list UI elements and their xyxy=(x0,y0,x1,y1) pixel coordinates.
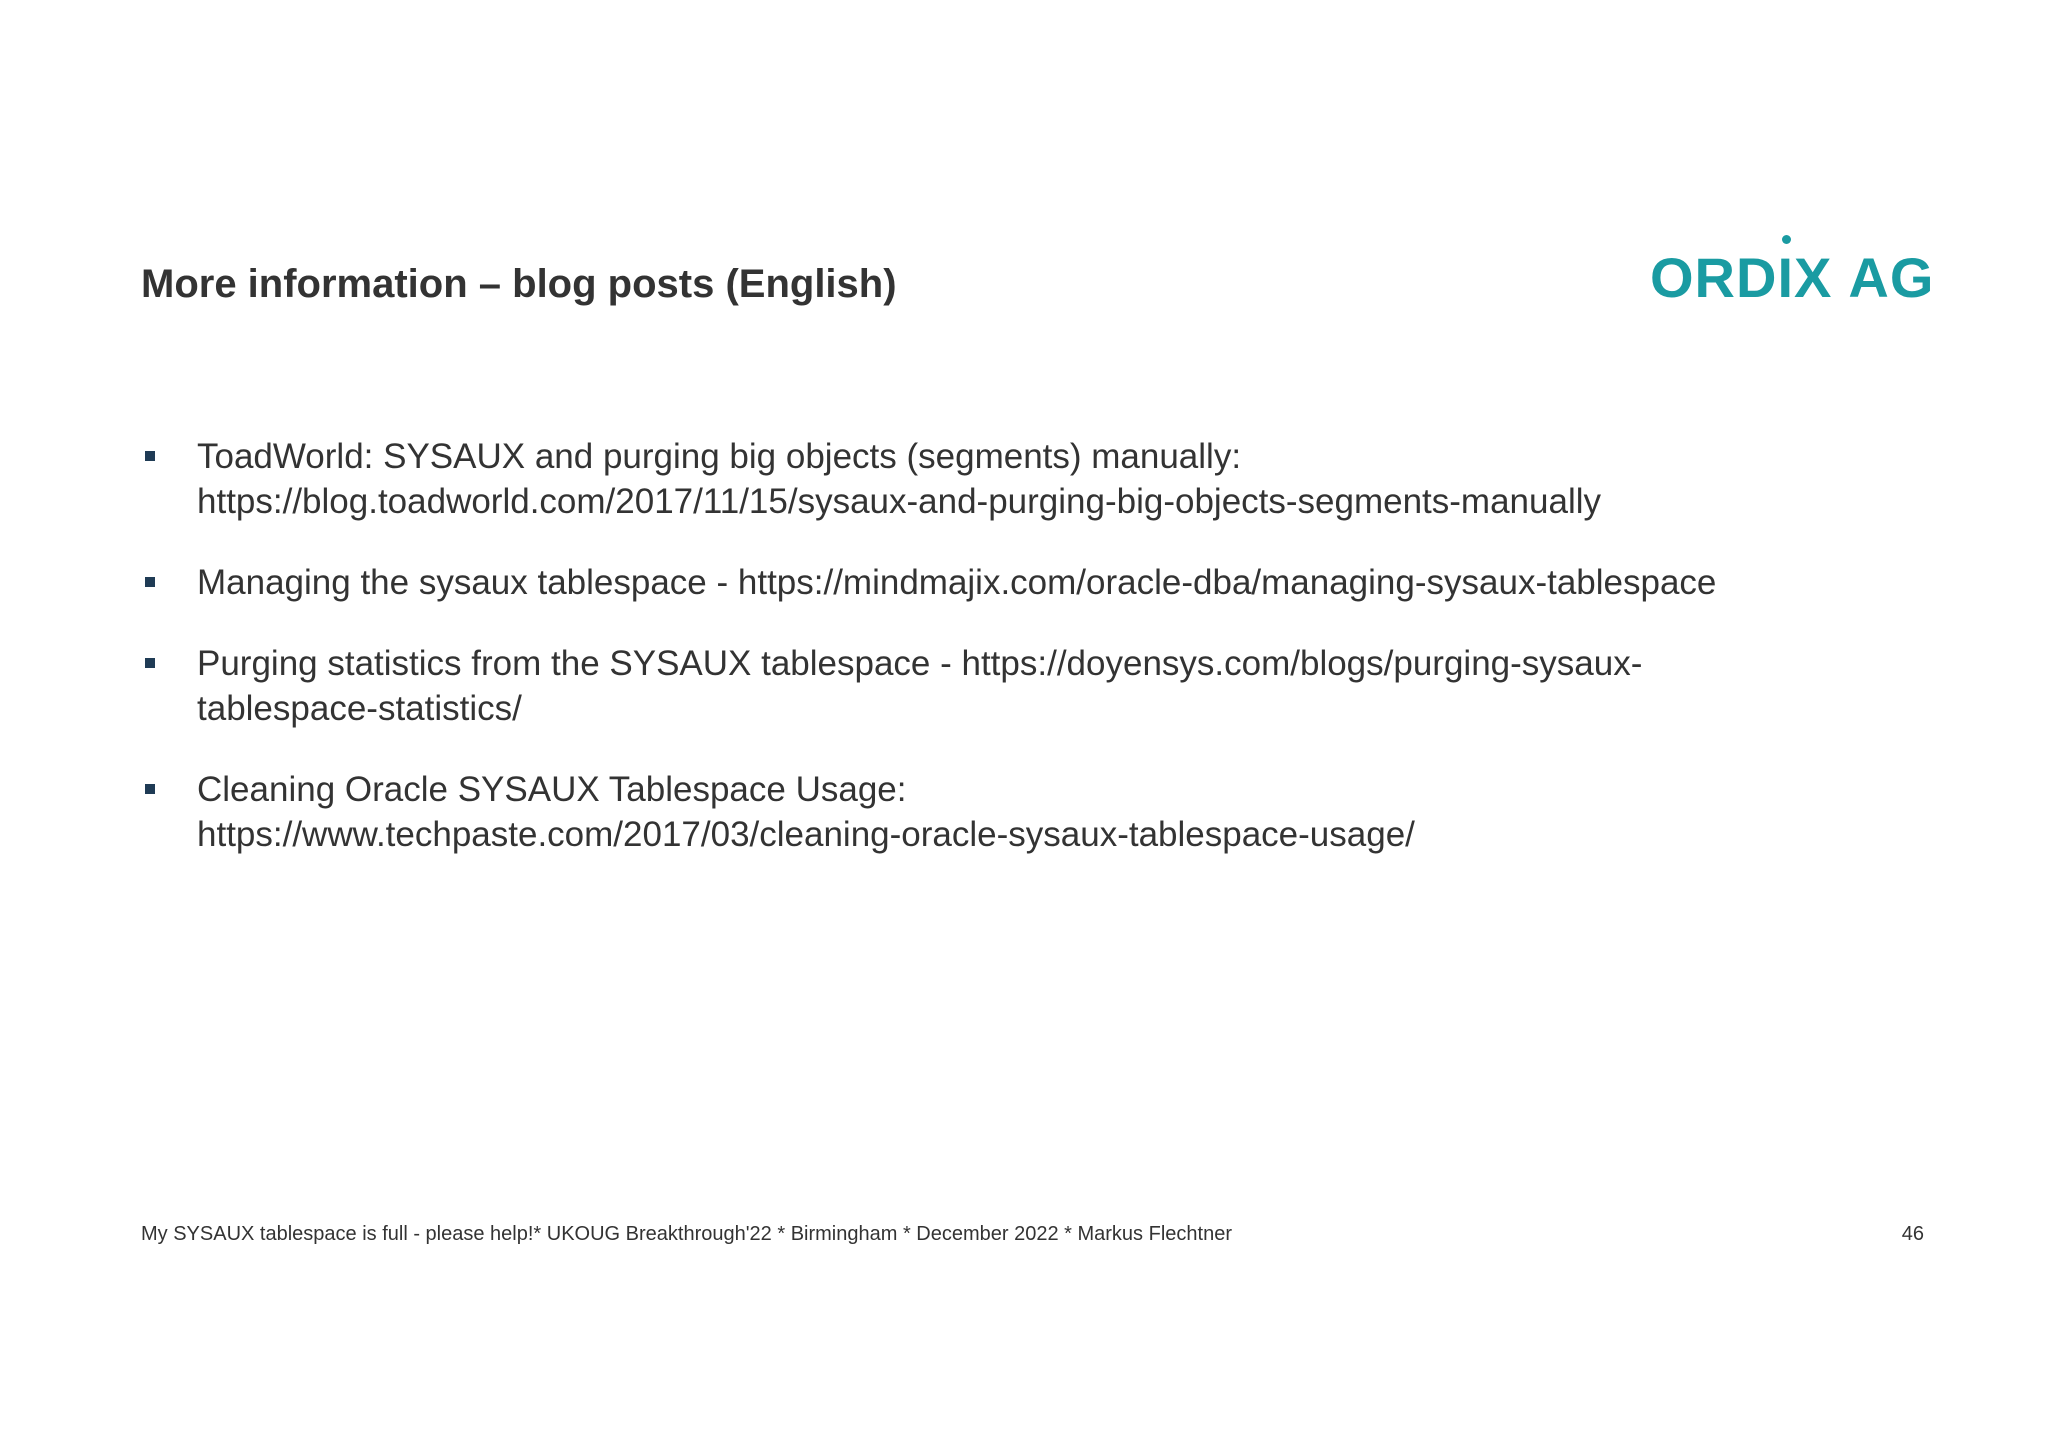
bullet-list xyxy=(141,434,1921,893)
footer-text: My SYSAUX tablespace is full - please help!* UKOUG Breakthrough'22 * Birmingham * December 2022 * Markus Flechtner xyxy=(141,1223,1232,1245)
logo-text-x: X xyxy=(1794,245,1833,309)
logo-text-ag: AG xyxy=(1848,245,1935,309)
logo-text-i: I xyxy=(1777,245,1795,309)
bullet-item xyxy=(141,434,1921,524)
logo-text-ord: ORD xyxy=(1650,245,1778,309)
bullet-link[interactable]: https://www.techpaste.com/2017/03/cleaning-oracle-sysaux-tablespace-usage/ xyxy=(197,815,1415,854)
bullet-link[interactable]: https://blog.toadworld.com/2017/11/15/sysaux-and-purging-big-objects-segments-manually xyxy=(197,482,1601,521)
square-bullet-icon xyxy=(145,658,155,668)
bullet-link-continuation[interactable]: tablespace-statistics/ xyxy=(197,689,522,728)
bullet-text-with-link[interactable]: Purging statistics from the SYSAUX tablespace - https://doyensys.com/blogs/purging-sysaux- xyxy=(197,644,1643,683)
square-bullet-icon xyxy=(145,784,155,794)
bullet-text: Cleaning Oracle SYSAUX Tablespace Usage: xyxy=(197,770,907,809)
ordix-logo xyxy=(1650,244,1934,310)
logo-letter-i xyxy=(1777,245,1794,310)
square-bullet-icon xyxy=(145,577,155,587)
bullet-text-with-link[interactable]: Managing the sysaux tablespace - https://mindmajix.com/oracle-dba/managing-sysaux-tablespace xyxy=(197,563,1717,602)
slide-title: More information – blog posts (English) xyxy=(141,262,897,306)
square-bullet-icon xyxy=(145,451,155,461)
bullet-item xyxy=(141,560,1921,605)
bullet-text: ToadWorld: SYSAUX and purging big objects (segments) manually: xyxy=(197,437,1242,476)
bullet-item xyxy=(141,767,1921,857)
page-number: 46 xyxy=(1901,1223,1924,1245)
bullet-item xyxy=(141,641,1921,731)
logo-i-dot-icon xyxy=(1782,235,1791,244)
